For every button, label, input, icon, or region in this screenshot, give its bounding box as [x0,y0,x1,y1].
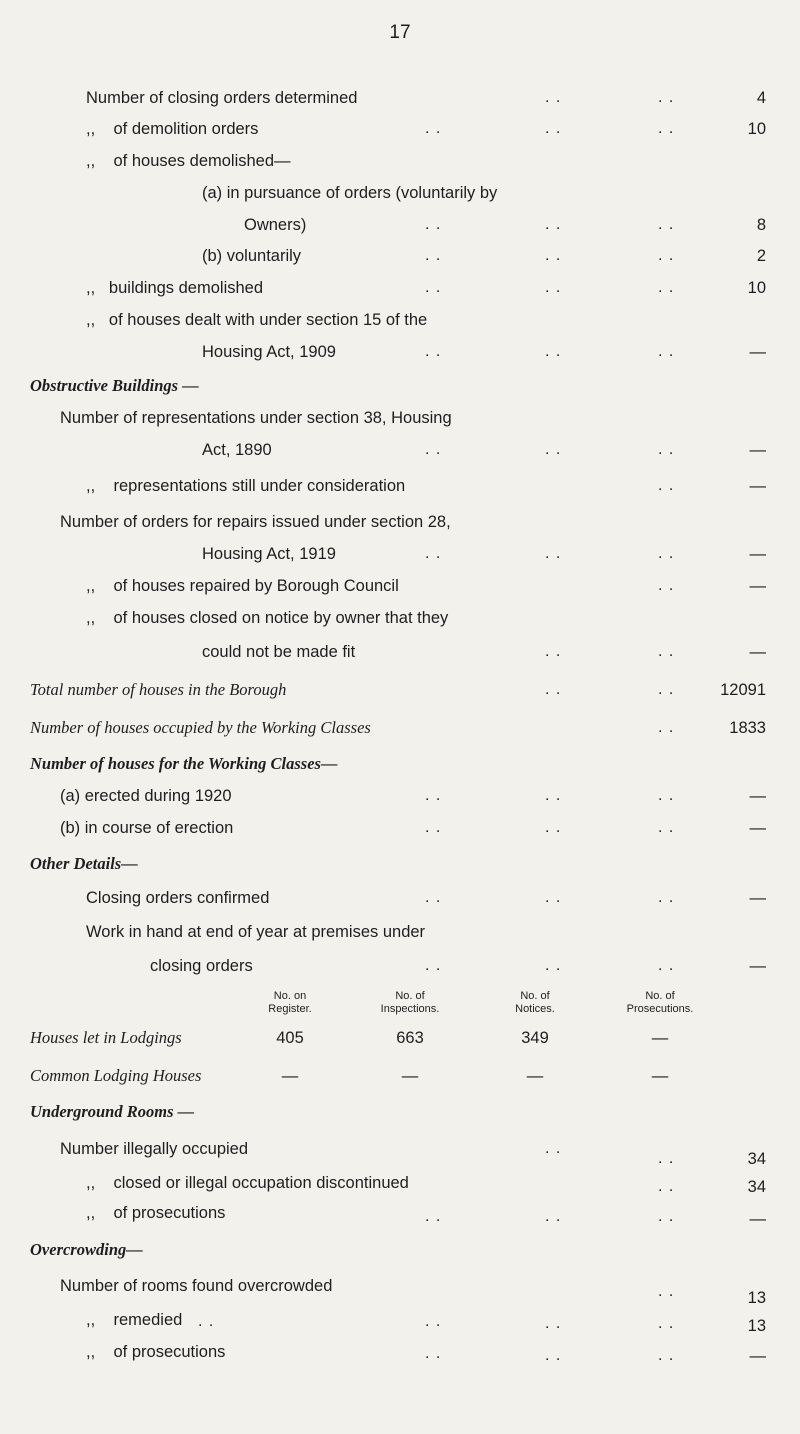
representations-section38-label: Number of representations under section 38, Housing [60,409,452,427]
leader-dots: . . [425,120,442,137]
leader-dots: . . [658,889,675,906]
col-header-prosecutions-line1: No. of [645,990,675,1002]
housing-act-1919-label: Housing Act, 1919 [202,545,336,563]
underground-prosecutions-value: — [749,1210,766,1228]
lodgings-register-value: 405 [276,1029,304,1047]
course-of-erection-value: — [749,819,766,837]
representations-under-consideration-label: ,, representations still under consideration [86,477,406,495]
col-header-notices-line1: No. of [520,990,550,1002]
in-pursuance-of-orders-label: (a) in pursuance of orders (voluntarily by [202,184,498,202]
remedied-value: 13 [747,1317,766,1335]
course-of-erection-label: (b) in course of erection [60,819,234,837]
leader-dots: . . [198,1313,215,1330]
leader-dots: . . [658,247,675,264]
page-number: 17 [389,22,411,43]
work-in-hand-label: Work in hand at end of year at premises under [86,923,426,941]
col-header-prosecutions-line2: Prosecutions. [626,1003,694,1015]
housing-act-1909-label: Housing Act, 1909 [202,343,336,361]
leader-dots: . . [425,247,442,264]
leader-dots: . . [545,247,562,264]
obstructive-buildings-heading: Obstructive Buildings — [30,376,199,395]
leader-dots: . . [425,279,442,296]
col-header-notices-line2: Notices. [515,1003,555,1015]
leader-dots: . . [545,1140,562,1157]
leader-dots: . . [545,216,562,233]
col-header-register [235,990,345,1016]
could-not-be-made-fit-value: — [749,643,766,661]
buildings-demolished-label: ,, buildings demolished [86,279,264,297]
common-prosecutions-value: — [651,1067,669,1085]
closing-orders-determined-value: 4 [756,89,766,107]
total-houses-value: 12091 [720,681,766,699]
overcrowding-prosecutions-value: — [749,1347,766,1365]
closing-orders-confirmed-value: — [749,889,766,907]
leader-dots: . . [545,1347,562,1364]
leader-dots: . . [545,1208,562,1225]
common-notices-value: — [526,1067,544,1085]
leader-dots: . . [658,643,675,660]
working-classes-occupied-value: 1833 [729,719,766,737]
housing-act-1919-value: — [749,545,766,563]
leader-dots: . . [658,787,675,804]
leader-dots: . . [658,577,675,594]
illegally-occupied-label: Number illegally occupied [60,1140,249,1158]
overcrowding-heading: Overcrowding— [30,1240,143,1259]
leader-dots: . . [545,1315,562,1332]
leader-dots: . . [545,441,562,458]
houses-repaired-by-council-value: — [749,577,766,595]
houses-closed-on-notice-label: ,, of houses closed on notice by owner that they [86,609,449,627]
erected-1920-label: (a) erected during 1920 [60,787,232,805]
act-1890-value: — [749,441,766,459]
owners-value: 8 [756,216,766,234]
leader-dots: . . [658,1208,675,1225]
leader-dots: . . [425,545,442,562]
houses-let-in-lodgings-label: Houses let in Lodgings [30,1028,182,1047]
housing-act-1909-value: — [749,343,766,361]
leader-dots: . . [425,216,442,233]
lodgings-notices-value: 349 [521,1029,549,1047]
leader-dots: . . [658,441,675,458]
representations-under-consideration-value: — [749,477,766,495]
houses-dealt-section15-label: ,, of houses dealt with under section 15 of the [86,311,428,329]
col-header-register-line2: Register. [268,1003,312,1015]
underground-rooms-heading: Underground Rooms — [30,1102,195,1121]
rooms-overcrowded-label: Number of rooms found overcrowded [60,1277,333,1295]
other-details-heading: Other Details— [30,854,138,873]
leader-dots: . . [658,1178,675,1195]
leader-dots: . . [658,343,675,360]
common-lodging-houses-label: Common Lodging Houses [30,1066,202,1085]
could-not-be-made-fit-label: could not be made fit [202,643,356,661]
rooms-overcrowded-value: 13 [747,1289,766,1307]
leader-dots: . . [658,1347,675,1364]
leader-dots: . . [425,343,442,360]
leader-dots: . . [545,787,562,804]
leader-dots: . . [425,1345,442,1362]
leader-dots: . . [425,1313,442,1330]
lodgings-prosecutions-value: — [651,1029,669,1047]
col-header-prosecutions [605,990,715,1016]
leader-dots: . . [658,1315,675,1332]
owners-label: Owners) [244,216,307,234]
leader-dots: . . [545,89,562,106]
working-classes-occupied-label: Number of houses occupied by the Working Classes [30,718,371,737]
leader-dots: . . [545,957,562,974]
common-register-value: — [281,1067,299,1085]
closing-orders-determined-label: Number of closing orders determined [86,89,358,107]
act-1890-label: Act, 1890 [202,441,272,459]
closing-orders-confirmed-label: Closing orders confirmed [86,889,270,907]
col-header-inspections-line2: Inspections. [380,1003,440,1015]
leader-dots: . . [425,889,442,906]
leader-dots: . . [658,89,675,106]
col-header-inspections [355,990,465,1016]
erected-1920-value: — [749,787,766,805]
overcrowding-prosecutions-label: ,, of prosecutions [86,1343,226,1361]
total-houses-label: Total number of houses in the Borough [30,680,287,699]
underground-prosecutions-label: ,, of prosecutions [86,1204,226,1222]
leader-dots: . . [658,1283,675,1300]
leader-dots: . . [545,343,562,360]
lodgings-inspections-value: 663 [396,1029,424,1047]
illegal-occupation-discontinued-value: 34 [747,1178,766,1196]
leader-dots: . . [425,957,442,974]
leader-dots: . . [425,1208,442,1225]
leader-dots: . . [545,545,562,562]
leader-dots: . . [425,819,442,836]
leader-dots: . . [545,643,562,660]
col-header-register-line1: No. on [273,990,307,1002]
leader-dots: . . [658,120,675,137]
leader-dots: . . [658,957,675,974]
leader-dots: . . [658,719,675,736]
working-classes-heading: Number of houses for the Working Classes— [30,754,338,773]
leader-dots: . . [425,787,442,804]
leader-dots: . . [658,216,675,233]
leader-dots: . . [425,441,442,458]
houses-demolished-label: ,, of houses demolished— [86,152,291,170]
common-inspections-value: — [401,1067,419,1085]
closing-orders-value: — [749,957,766,975]
leader-dots: . . [658,1150,675,1167]
leader-dots: . . [545,681,562,698]
leader-dots: . . [545,819,562,836]
leader-dots: . . [658,545,675,562]
leader-dots: . . [658,681,675,698]
leader-dots: . . [545,120,562,137]
voluntarily-value: 2 [756,247,766,265]
leader-dots: . . [658,819,675,836]
col-header-notices [480,990,590,1016]
leader-dots: . . [658,279,675,296]
voluntarily-label: (b) voluntarily [202,247,302,265]
leader-dots: . . [545,889,562,906]
illegally-occupied-value: 34 [747,1150,766,1168]
closing-orders-label: closing orders [150,957,253,975]
buildings-demolished-value: 10 [747,279,766,297]
leader-dots: . . [545,279,562,296]
remedied-label: ,, remedied [86,1311,183,1329]
illegal-occupation-discontinued-label: ,, closed or illegal occupation discontinued [86,1174,409,1192]
col-header-inspections-line1: No. of [395,990,425,1002]
demolition-orders-value: 10 [747,120,766,138]
leader-dots: . . [658,477,675,494]
demolition-orders-label: ,, of demolition orders [86,120,259,138]
houses-repaired-by-council-label: ,, of houses repaired by Borough Council [86,577,399,595]
orders-for-repairs-label: Number of orders for repairs issued under section 28, [60,513,451,531]
